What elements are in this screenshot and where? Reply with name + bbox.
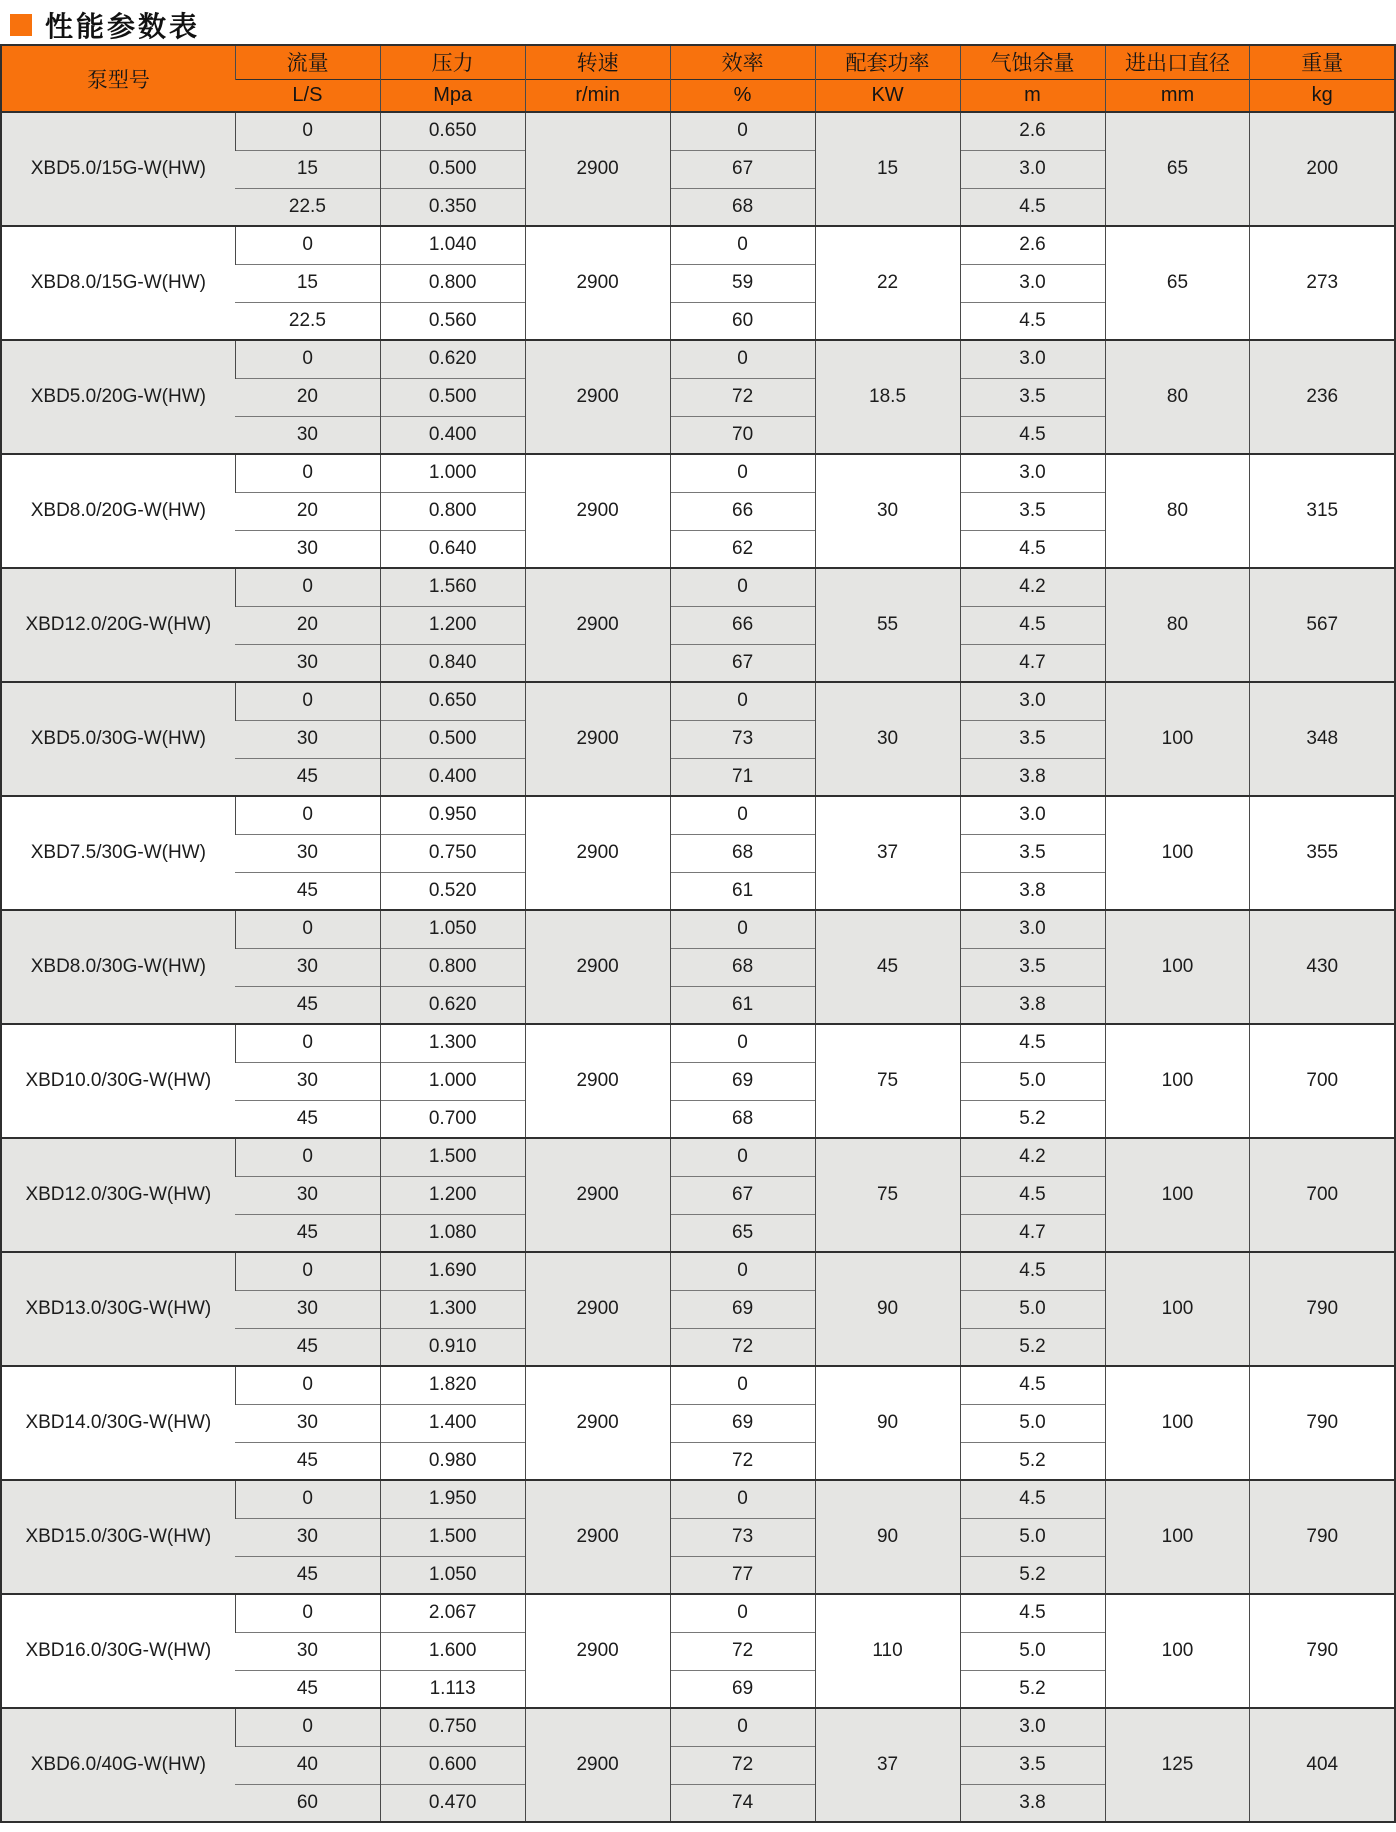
cell-power: 75 bbox=[815, 1024, 960, 1138]
cell-flow: 20 bbox=[235, 606, 380, 644]
cell-model: XBD6.0/40G-W(HW) bbox=[1, 1708, 235, 1822]
cell-flow: 30 bbox=[235, 720, 380, 758]
pump-row bbox=[1, 682, 1395, 720]
pump-row bbox=[1, 1594, 1395, 1632]
cell-speed: 2900 bbox=[525, 340, 670, 454]
cell-power: 75 bbox=[815, 1138, 960, 1252]
cell-diameter: 80 bbox=[1105, 340, 1250, 454]
cell-pressure: 0.560 bbox=[380, 302, 525, 340]
cell-speed: 2900 bbox=[525, 454, 670, 568]
cell-flow: 15 bbox=[235, 264, 380, 302]
cell-pressure: 1.820 bbox=[380, 1366, 525, 1404]
cell-pressure: 1.200 bbox=[380, 1176, 525, 1214]
cell-efficiency: 74 bbox=[670, 1784, 815, 1822]
cell-flow: 45 bbox=[235, 1556, 380, 1594]
cell-npsh: 3.0 bbox=[960, 796, 1105, 834]
cell-flow: 20 bbox=[235, 492, 380, 530]
pump-row bbox=[1, 1024, 1395, 1062]
cell-efficiency: 77 bbox=[670, 1556, 815, 1594]
cell-efficiency: 67 bbox=[670, 644, 815, 682]
cell-pressure: 0.910 bbox=[380, 1328, 525, 1366]
cell-flow: 30 bbox=[235, 416, 380, 454]
cell-npsh: 4.2 bbox=[960, 568, 1105, 606]
cell-model: XBD8.0/30G-W(HW) bbox=[1, 910, 235, 1024]
title-bullet-square-icon bbox=[10, 14, 32, 36]
cell-flow: 0 bbox=[235, 1024, 380, 1062]
cell-weight: 567 bbox=[1250, 568, 1395, 682]
cell-diameter: 100 bbox=[1105, 1594, 1250, 1708]
header-weight-unit: kg bbox=[1250, 79, 1395, 112]
cell-speed: 2900 bbox=[525, 1480, 670, 1594]
cell-flow: 0 bbox=[235, 1594, 380, 1632]
pump-row bbox=[1, 1366, 1395, 1404]
cell-flow: 30 bbox=[235, 644, 380, 682]
cell-pressure: 1.400 bbox=[380, 1404, 525, 1442]
cell-efficiency: 0 bbox=[670, 910, 815, 948]
cell-efficiency: 72 bbox=[670, 1632, 815, 1670]
cell-flow: 45 bbox=[235, 1328, 380, 1366]
cell-pressure: 0.950 bbox=[380, 796, 525, 834]
cell-flow: 22.5 bbox=[235, 188, 380, 226]
cell-npsh: 5.2 bbox=[960, 1442, 1105, 1480]
cell-npsh: 4.5 bbox=[960, 302, 1105, 340]
cell-speed: 2900 bbox=[525, 1708, 670, 1822]
cell-npsh: 4.5 bbox=[960, 1480, 1105, 1518]
cell-npsh: 4.7 bbox=[960, 1214, 1105, 1252]
cell-npsh: 4.7 bbox=[960, 644, 1105, 682]
cell-npsh: 3.5 bbox=[960, 834, 1105, 872]
cell-pressure: 1.600 bbox=[380, 1632, 525, 1670]
cell-power: 45 bbox=[815, 910, 960, 1024]
cell-power: 37 bbox=[815, 796, 960, 910]
cell-pressure: 0.500 bbox=[380, 150, 525, 188]
cell-diameter: 65 bbox=[1105, 226, 1250, 340]
cell-model: XBD12.0/30G-W(HW) bbox=[1, 1138, 235, 1252]
cell-speed: 2900 bbox=[525, 1366, 670, 1480]
cell-efficiency: 62 bbox=[670, 530, 815, 568]
cell-pressure: 0.400 bbox=[380, 416, 525, 454]
cell-efficiency: 73 bbox=[670, 1518, 815, 1556]
cell-weight: 790 bbox=[1250, 1252, 1395, 1366]
cell-weight: 790 bbox=[1250, 1594, 1395, 1708]
cell-diameter: 100 bbox=[1105, 1138, 1250, 1252]
cell-pressure: 0.800 bbox=[380, 948, 525, 986]
cell-npsh: 3.5 bbox=[960, 948, 1105, 986]
cell-npsh: 4.5 bbox=[960, 1366, 1105, 1404]
cell-diameter: 100 bbox=[1105, 682, 1250, 796]
pump-row bbox=[1, 112, 1395, 150]
cell-npsh: 3.5 bbox=[960, 720, 1105, 758]
cell-flow: 45 bbox=[235, 1214, 380, 1252]
cell-efficiency: 0 bbox=[670, 112, 815, 150]
cell-flow: 0 bbox=[235, 1138, 380, 1176]
cell-efficiency: 72 bbox=[670, 1442, 815, 1480]
cell-flow: 0 bbox=[235, 1366, 380, 1404]
cell-weight: 404 bbox=[1250, 1708, 1395, 1822]
cell-npsh: 4.5 bbox=[960, 606, 1105, 644]
cell-pressure: 0.500 bbox=[380, 720, 525, 758]
cell-npsh: 4.2 bbox=[960, 1138, 1105, 1176]
cell-efficiency: 0 bbox=[670, 1708, 815, 1746]
header-flow-unit: L/S bbox=[235, 79, 380, 112]
cell-pressure: 1.500 bbox=[380, 1138, 525, 1176]
pump-row bbox=[1, 1708, 1395, 1746]
cell-pressure: 1.950 bbox=[380, 1480, 525, 1518]
cell-power: 90 bbox=[815, 1366, 960, 1480]
header-weight-label: 重量 bbox=[1250, 45, 1395, 79]
cell-efficiency: 68 bbox=[670, 948, 815, 986]
cell-pressure: 0.520 bbox=[380, 872, 525, 910]
cell-npsh: 3.8 bbox=[960, 758, 1105, 796]
cell-efficiency: 69 bbox=[670, 1404, 815, 1442]
cell-pressure: 1.080 bbox=[380, 1214, 525, 1252]
header-efficiency-label: 效率 bbox=[670, 45, 815, 79]
cell-npsh: 3.0 bbox=[960, 150, 1105, 188]
cell-speed: 2900 bbox=[525, 910, 670, 1024]
cell-npsh: 3.5 bbox=[960, 378, 1105, 416]
cell-pressure: 0.400 bbox=[380, 758, 525, 796]
cell-pressure: 0.800 bbox=[380, 492, 525, 530]
cell-efficiency: 61 bbox=[670, 986, 815, 1024]
cell-npsh: 3.0 bbox=[960, 910, 1105, 948]
cell-diameter: 100 bbox=[1105, 910, 1250, 1024]
cell-speed: 2900 bbox=[525, 1138, 670, 1252]
header-diameter-unit: mm bbox=[1105, 79, 1250, 112]
cell-npsh: 5.0 bbox=[960, 1290, 1105, 1328]
cell-pressure: 0.750 bbox=[380, 1708, 525, 1746]
cell-speed: 2900 bbox=[525, 796, 670, 910]
cell-efficiency: 60 bbox=[670, 302, 815, 340]
cell-npsh: 3.0 bbox=[960, 340, 1105, 378]
cell-diameter: 125 bbox=[1105, 1708, 1250, 1822]
cell-npsh: 5.2 bbox=[960, 1670, 1105, 1708]
header-power-unit: KW bbox=[815, 79, 960, 112]
cell-model: XBD5.0/30G-W(HW) bbox=[1, 682, 235, 796]
cell-pressure: 1.300 bbox=[380, 1024, 525, 1062]
header-model: 泵型号 bbox=[1, 45, 235, 112]
pump-row bbox=[1, 796, 1395, 834]
cell-diameter: 65 bbox=[1105, 112, 1250, 226]
cell-diameter: 100 bbox=[1105, 796, 1250, 910]
cell-pressure: 1.200 bbox=[380, 606, 525, 644]
cell-flow: 0 bbox=[235, 910, 380, 948]
cell-flow: 30 bbox=[235, 1176, 380, 1214]
cell-npsh: 3.0 bbox=[960, 682, 1105, 720]
cell-power: 30 bbox=[815, 454, 960, 568]
cell-efficiency: 72 bbox=[670, 1746, 815, 1784]
header-speed-label: 转速 bbox=[525, 45, 670, 79]
cell-efficiency: 0 bbox=[670, 454, 815, 492]
cell-efficiency: 67 bbox=[670, 1176, 815, 1214]
cell-diameter: 100 bbox=[1105, 1024, 1250, 1138]
cell-flow: 0 bbox=[235, 1480, 380, 1518]
cell-efficiency: 0 bbox=[670, 682, 815, 720]
cell-efficiency: 68 bbox=[670, 1100, 815, 1138]
cell-flow: 30 bbox=[235, 530, 380, 568]
cell-model: XBD8.0/20G-W(HW) bbox=[1, 454, 235, 568]
cell-efficiency: 0 bbox=[670, 1252, 815, 1290]
cell-flow: 22.5 bbox=[235, 302, 380, 340]
cell-weight: 315 bbox=[1250, 454, 1395, 568]
cell-weight: 355 bbox=[1250, 796, 1395, 910]
cell-npsh: 5.0 bbox=[960, 1632, 1105, 1670]
cell-flow: 45 bbox=[235, 1442, 380, 1480]
cell-npsh: 3.8 bbox=[960, 872, 1105, 910]
cell-efficiency: 59 bbox=[670, 264, 815, 302]
cell-power: 90 bbox=[815, 1480, 960, 1594]
cell-flow: 0 bbox=[235, 796, 380, 834]
cell-flow: 45 bbox=[235, 986, 380, 1024]
performance-parameter-table bbox=[0, 44, 1396, 1823]
header-npsh-label: 气蚀余量 bbox=[960, 45, 1105, 79]
cell-efficiency: 68 bbox=[670, 834, 815, 872]
cell-npsh: 3.0 bbox=[960, 454, 1105, 492]
page-title: 性能参数表 bbox=[45, 10, 201, 42]
cell-pressure: 0.980 bbox=[380, 1442, 525, 1480]
cell-npsh: 3.5 bbox=[960, 1746, 1105, 1784]
cell-efficiency: 71 bbox=[670, 758, 815, 796]
cell-npsh: 3.8 bbox=[960, 986, 1105, 1024]
cell-weight: 790 bbox=[1250, 1480, 1395, 1594]
cell-efficiency: 0 bbox=[670, 340, 815, 378]
cell-flow: 0 bbox=[235, 1708, 380, 1746]
cell-speed: 2900 bbox=[525, 1252, 670, 1366]
cell-weight: 236 bbox=[1250, 340, 1395, 454]
cell-flow: 60 bbox=[235, 1784, 380, 1822]
cell-speed: 2900 bbox=[525, 112, 670, 226]
cell-efficiency: 0 bbox=[670, 1024, 815, 1062]
cell-npsh: 3.0 bbox=[960, 264, 1105, 302]
cell-efficiency: 72 bbox=[670, 378, 815, 416]
cell-efficiency: 0 bbox=[670, 226, 815, 264]
cell-flow: 45 bbox=[235, 758, 380, 796]
cell-power: 15 bbox=[815, 112, 960, 226]
cell-efficiency: 69 bbox=[670, 1062, 815, 1100]
cell-pressure: 1.000 bbox=[380, 1062, 525, 1100]
pump-row bbox=[1, 340, 1395, 378]
cell-weight: 348 bbox=[1250, 682, 1395, 796]
cell-pressure: 0.700 bbox=[380, 1100, 525, 1138]
cell-diameter: 100 bbox=[1105, 1366, 1250, 1480]
cell-weight: 700 bbox=[1250, 1138, 1395, 1252]
cell-efficiency: 65 bbox=[670, 1214, 815, 1252]
cell-model: XBD16.0/30G-W(HW) bbox=[1, 1594, 235, 1708]
cell-pressure: 1.050 bbox=[380, 1556, 525, 1594]
cell-power: 110 bbox=[815, 1594, 960, 1708]
cell-npsh: 5.2 bbox=[960, 1100, 1105, 1138]
cell-flow: 45 bbox=[235, 872, 380, 910]
cell-flow: 0 bbox=[235, 1252, 380, 1290]
cell-speed: 2900 bbox=[525, 1024, 670, 1138]
cell-pressure: 1.000 bbox=[380, 454, 525, 492]
cell-flow: 0 bbox=[235, 226, 380, 264]
cell-power: 30 bbox=[815, 682, 960, 796]
cell-npsh: 2.6 bbox=[960, 226, 1105, 264]
cell-npsh: 3.5 bbox=[960, 492, 1105, 530]
pump-row bbox=[1, 910, 1395, 948]
cell-flow: 20 bbox=[235, 378, 380, 416]
cell-pressure: 0.500 bbox=[380, 378, 525, 416]
cell-pressure: 2.067 bbox=[380, 1594, 525, 1632]
cell-model: XBD12.0/20G-W(HW) bbox=[1, 568, 235, 682]
cell-pressure: 1.113 bbox=[380, 1670, 525, 1708]
cell-flow: 30 bbox=[235, 1062, 380, 1100]
cell-npsh: 4.5 bbox=[960, 188, 1105, 226]
header-efficiency-unit: % bbox=[670, 79, 815, 112]
pump-row bbox=[1, 1138, 1395, 1176]
pump-row bbox=[1, 226, 1395, 264]
cell-weight: 430 bbox=[1250, 910, 1395, 1024]
cell-flow: 30 bbox=[235, 1404, 380, 1442]
cell-npsh: 4.5 bbox=[960, 530, 1105, 568]
cell-efficiency: 69 bbox=[670, 1290, 815, 1328]
cell-npsh: 5.2 bbox=[960, 1328, 1105, 1366]
cell-weight: 200 bbox=[1250, 112, 1395, 226]
cell-efficiency: 67 bbox=[670, 150, 815, 188]
table-body bbox=[1, 112, 1395, 1822]
cell-pressure: 0.620 bbox=[380, 340, 525, 378]
cell-model: XBD15.0/30G-W(HW) bbox=[1, 1480, 235, 1594]
cell-npsh: 4.5 bbox=[960, 416, 1105, 454]
cell-pressure: 1.050 bbox=[380, 910, 525, 948]
cell-npsh: 4.5 bbox=[960, 1594, 1105, 1632]
cell-npsh: 5.0 bbox=[960, 1518, 1105, 1556]
cell-npsh: 2.6 bbox=[960, 112, 1105, 150]
cell-flow: 40 bbox=[235, 1746, 380, 1784]
cell-pressure: 0.640 bbox=[380, 530, 525, 568]
cell-flow: 0 bbox=[235, 682, 380, 720]
cell-model: XBD8.0/15G-W(HW) bbox=[1, 226, 235, 340]
cell-efficiency: 73 bbox=[670, 720, 815, 758]
header-npsh-unit: m bbox=[960, 79, 1105, 112]
cell-model: XBD5.0/20G-W(HW) bbox=[1, 340, 235, 454]
cell-diameter: 100 bbox=[1105, 1480, 1250, 1594]
cell-npsh: 3.0 bbox=[960, 1708, 1105, 1746]
cell-efficiency: 0 bbox=[670, 1366, 815, 1404]
cell-efficiency: 0 bbox=[670, 1480, 815, 1518]
cell-efficiency: 66 bbox=[670, 492, 815, 530]
cell-flow: 45 bbox=[235, 1100, 380, 1138]
cell-power: 22 bbox=[815, 226, 960, 340]
cell-pressure: 0.840 bbox=[380, 644, 525, 682]
table-header bbox=[1, 45, 1395, 112]
header-pressure-label: 压力 bbox=[380, 45, 525, 79]
cell-pressure: 1.560 bbox=[380, 568, 525, 606]
cell-npsh: 4.5 bbox=[960, 1024, 1105, 1062]
cell-flow: 30 bbox=[235, 1290, 380, 1328]
cell-pressure: 0.650 bbox=[380, 682, 525, 720]
cell-flow: 30 bbox=[235, 948, 380, 986]
cell-efficiency: 61 bbox=[670, 872, 815, 910]
cell-pressure: 0.800 bbox=[380, 264, 525, 302]
cell-power: 18.5 bbox=[815, 340, 960, 454]
cell-pressure: 1.300 bbox=[380, 1290, 525, 1328]
cell-flow: 0 bbox=[235, 454, 380, 492]
pump-row bbox=[1, 1252, 1395, 1290]
cell-efficiency: 0 bbox=[670, 1594, 815, 1632]
cell-power: 55 bbox=[815, 568, 960, 682]
header-pressure-unit: Mpa bbox=[380, 79, 525, 112]
cell-diameter: 80 bbox=[1105, 454, 1250, 568]
cell-efficiency: 0 bbox=[670, 796, 815, 834]
cell-pressure: 1.040 bbox=[380, 226, 525, 264]
cell-diameter: 80 bbox=[1105, 568, 1250, 682]
cell-pressure: 0.750 bbox=[380, 834, 525, 872]
cell-flow: 30 bbox=[235, 834, 380, 872]
cell-diameter: 100 bbox=[1105, 1252, 1250, 1366]
cell-flow: 30 bbox=[235, 1518, 380, 1556]
cell-efficiency: 0 bbox=[670, 568, 815, 606]
cell-model: XBD10.0/30G-W(HW) bbox=[1, 1024, 235, 1138]
cell-speed: 2900 bbox=[525, 226, 670, 340]
cell-efficiency: 68 bbox=[670, 188, 815, 226]
cell-model: XBD7.5/30G-W(HW) bbox=[1, 796, 235, 910]
cell-weight: 700 bbox=[1250, 1024, 1395, 1138]
cell-model: XBD13.0/30G-W(HW) bbox=[1, 1252, 235, 1366]
cell-power: 37 bbox=[815, 1708, 960, 1822]
cell-npsh: 5.0 bbox=[960, 1062, 1105, 1100]
cell-flow: 0 bbox=[235, 340, 380, 378]
cell-npsh: 3.8 bbox=[960, 1784, 1105, 1822]
cell-flow: 0 bbox=[235, 112, 380, 150]
header-power-label: 配套功率 bbox=[815, 45, 960, 79]
cell-flow: 15 bbox=[235, 150, 380, 188]
cell-pressure: 0.650 bbox=[380, 112, 525, 150]
pump-row bbox=[1, 1480, 1395, 1518]
cell-weight: 790 bbox=[1250, 1366, 1395, 1480]
cell-pressure: 0.350 bbox=[380, 188, 525, 226]
cell-model: XBD5.0/15G-W(HW) bbox=[1, 112, 235, 226]
cell-speed: 2900 bbox=[525, 568, 670, 682]
cell-efficiency: 72 bbox=[670, 1328, 815, 1366]
cell-pressure: 0.620 bbox=[380, 986, 525, 1024]
cell-speed: 2900 bbox=[525, 682, 670, 796]
cell-power: 90 bbox=[815, 1252, 960, 1366]
pump-row bbox=[1, 454, 1395, 492]
cell-efficiency: 66 bbox=[670, 606, 815, 644]
cell-speed: 2900 bbox=[525, 1594, 670, 1708]
cell-efficiency: 69 bbox=[670, 1670, 815, 1708]
header-speed-unit: r/min bbox=[525, 79, 670, 112]
cell-pressure: 1.690 bbox=[380, 1252, 525, 1290]
cell-efficiency: 0 bbox=[670, 1138, 815, 1176]
cell-pressure: 0.470 bbox=[380, 1784, 525, 1822]
header-diameter-label: 进出口直径 bbox=[1105, 45, 1250, 79]
header-flow-label: 流量 bbox=[235, 45, 380, 79]
header-label-row bbox=[1, 45, 1395, 79]
section-title bbox=[0, 0, 1396, 44]
cell-flow: 30 bbox=[235, 1632, 380, 1670]
cell-pressure: 0.600 bbox=[380, 1746, 525, 1784]
cell-npsh: 4.5 bbox=[960, 1252, 1105, 1290]
cell-efficiency: 70 bbox=[670, 416, 815, 454]
pump-row bbox=[1, 568, 1395, 606]
cell-npsh: 4.5 bbox=[960, 1176, 1105, 1214]
cell-weight: 273 bbox=[1250, 226, 1395, 340]
cell-flow: 45 bbox=[235, 1670, 380, 1708]
cell-flow: 0 bbox=[235, 568, 380, 606]
cell-model: XBD14.0/30G-W(HW) bbox=[1, 1366, 235, 1480]
cell-npsh: 5.0 bbox=[960, 1404, 1105, 1442]
cell-pressure: 1.500 bbox=[380, 1518, 525, 1556]
cell-npsh: 5.2 bbox=[960, 1556, 1105, 1594]
